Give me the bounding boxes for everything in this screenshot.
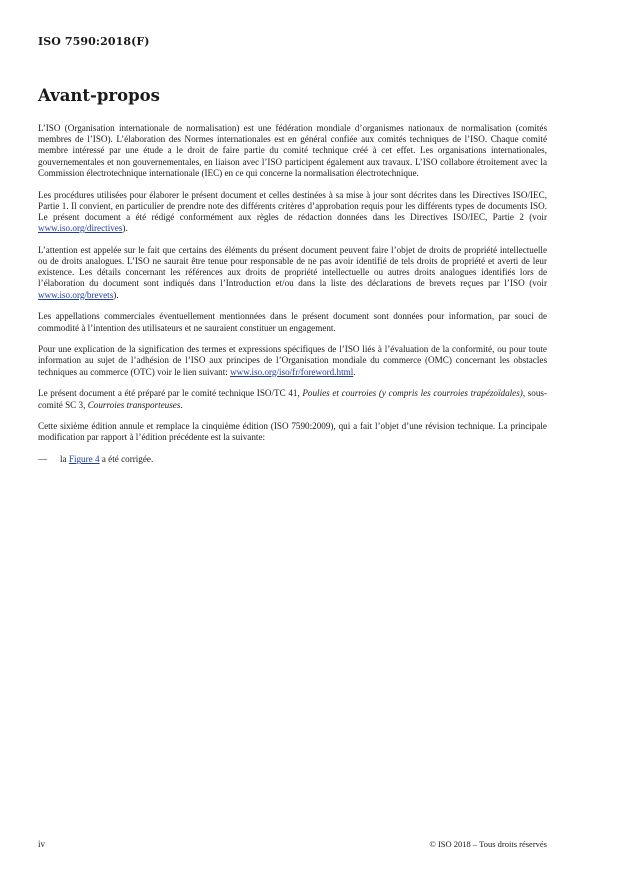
paragraph-iso-intro: L’ISO (Organisation internationale de normalisation) est une fédération mondiale d’organismes nationaux de normalisation (comités membres de l’ISO). L’élaboration des Normes internationales est en général confiée aux comités techniques de l’ISO. Chaque comité membre intéressé par une étude a le droit de faire partie du comité technique créé à cet effet. Les organisations internationales, gouvernementales et non gouvernementales, en liaison avec l’ISO participent également aux travaux. L’ISO collabore étroitement avec la Commission électrotechnique internationale (IEC) en ce qui concerne la normalisation électrotechnique. [38, 123, 547, 178]
committee-title: Poulies et courroies (y compris les courroies trapézoïdales) [302, 388, 523, 399]
document-body [38, 123, 547, 476]
paragraph-procedures [38, 190, 547, 235]
paragraph-trade-names: Les appellations commerciales éventuellement mentionnées dans le présent document sont données pour information, par souci de commodité à l’intention des utilisateurs et ne sauraient constituer un engagement. [38, 311, 547, 333]
page-number: iv [38, 839, 46, 849]
paragraph-text-end: ). [122, 223, 128, 234]
paragraph-committee [38, 388, 547, 410]
paragraph-text-end: . [353, 366, 356, 377]
figure-4-link[interactable]: Figure 4 [68, 454, 100, 465]
paragraph-text: Le présent document a été préparé par le comité technique ISO/TC 41, [38, 388, 303, 399]
list-dash: — [38, 454, 48, 465]
document-id-header: ISO 7590:2018(F) [38, 35, 150, 48]
patents-link[interactable]: www.iso.org/brevets [38, 289, 114, 300]
paragraph-patents [38, 245, 547, 301]
paragraph-text: , sous-comité SC 3, [38, 388, 547, 410]
paragraph-text-end: ). [113, 289, 119, 300]
foreword-link[interactable]: www.iso.org/iso/fr/foreword.html [230, 366, 354, 377]
list-item-text: la [60, 454, 69, 465]
section-title: Avant-propos [38, 86, 160, 105]
paragraph-text: Pour une explication de la signification des termes et expressions spécifiques de l’ISO liés à l’évaluation de la conformité, ou pour toute information au sujet de l’adhésion de l’ISO aux principes de l’Organisation mondiale du commerce (OMC) concernant les obstacles techniques au commerce (OTC) voir le lien suivant: [38, 344, 547, 377]
subcommittee-title: Courroies transporteuses [87, 399, 181, 410]
list-item-text-end: a été corrigée. [99, 454, 154, 465]
directives-link[interactable]: www.iso.org/directives [38, 223, 123, 234]
paragraph-text-end: . [180, 399, 183, 410]
copyright-notice: © ISO 2018 – Tous droits réservés [429, 839, 547, 849]
paragraph-conformity [38, 344, 547, 378]
paragraph-text: L’attention est appelée sur le fait que certains des éléments du présent document peuvent faire l’objet de droits de propriété intellectuelle ou de droits analogues. L’ISO ne saurait être tenue pour responsable de ne pas avoir identifié de tels droits de propriété et averti de leur existence. Les détails concernant les références aux droits de propriété intellectuelle ou autres droits analogues identifiés lors de l’élaboration du document sont indiqués dans l’Introduction et/ou dans la liste des déclarations de brevets reçues par l’ISO (voir [38, 244, 547, 289]
paragraph-text: Les procédures utilisées pour élaborer le présent document et celles destinées à sa mise à jour sont décrites dans les Directives ISO/IEC, Partie 1. Il convient, en particulier de prendre note des différents critères d’approbation requis pour les différents types de documents ISO. Le présent document a été rédigé conformément aux règles de rédaction données dans les Directives ISO/IEC, Partie 2 (voir [38, 189, 547, 222]
list-item [38, 454, 547, 465]
paragraph-edition: Cette sixième édition annule et remplace la cinquième édition (ISO 7590:2009), qui a fait l’objet d’une révision technique. La principale modification par rapport à l’édition précédente est la suivante: [38, 421, 547, 443]
